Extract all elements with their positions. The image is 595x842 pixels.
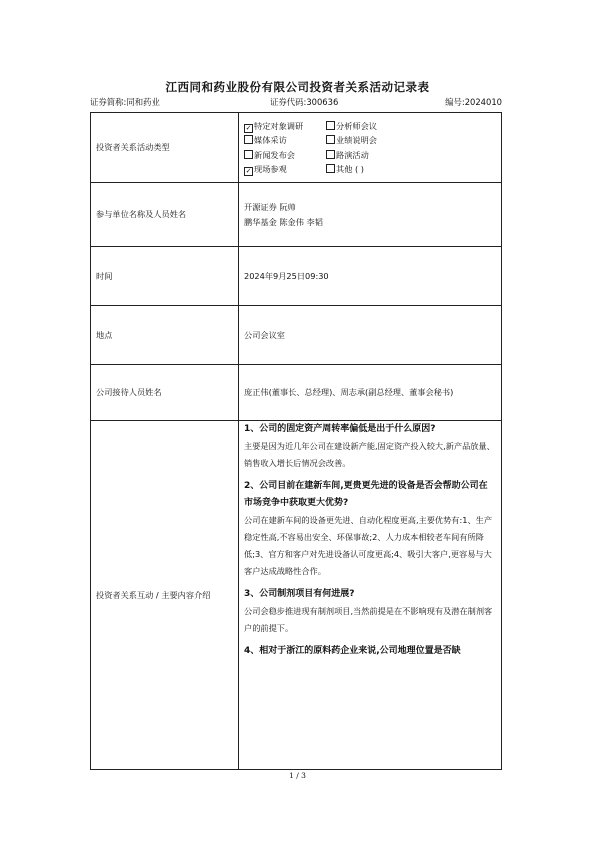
participants-value: 开源证券 阮帅 鹏华基金 陈金伟 李韬 (239, 183, 502, 247)
location-label: 地点 (91, 306, 239, 365)
time-label: 时间 (91, 247, 239, 306)
question: 4、相对于浙江的原料药企业来说,公司地理位置是否缺 (244, 646, 461, 656)
location-value: 公司会议室 (239, 306, 502, 365)
option-item: 分析师会议 (326, 119, 416, 134)
content-qa (239, 421, 502, 770)
answer: 公司在建新车间的设备更先进、自动化程度更高,主要优势有:1、生产稳定性高,不容易出安全、环保事故;2、人力成本相较老车间有所降低;3、官方和客户对先进设备认可度更高;4、吸引大客户,更容易与大客户达成战略性合作。 (244, 515, 493, 576)
option-item: 业绩说明会 (326, 133, 416, 148)
reception-value: 庞正伟(董事长、总经理)、周志承(副总经理、董事会秘书) (239, 365, 502, 421)
option-item: 新闻发布会 (244, 148, 326, 163)
document-meta (90, 96, 502, 110)
stock-short-name: 证券简称:同和药业 (90, 97, 160, 107)
checkbox-icon (244, 135, 253, 144)
row-reception (91, 365, 502, 421)
document-title: 江西同和药业股份有限公司投资者关系活动记录表 (165, 80, 430, 94)
checkbox-icon (326, 121, 335, 130)
activity-type-label: 投资者关系活动类型 (91, 113, 239, 183)
content-label: 投资者关系互动 / 主要内容介绍 (91, 421, 239, 770)
option-item: 媒体采访 (244, 133, 326, 148)
page-number: 1 / 3 (289, 771, 306, 780)
option-item: 路演活动 (326, 148, 416, 163)
checkbox-icon (326, 135, 335, 144)
answer: 公司会稳步推进现有制剂项目,当然前提是在不影响现有及潜在制剂客户的前提下。 (244, 606, 493, 633)
question: 1、公司的固定资产周转率偏低是出于什么原因? (244, 424, 436, 434)
time-value: 2024年9月25日09:30 (239, 247, 502, 306)
record-number: 编号:2024010 (445, 97, 502, 107)
option-item: ✓ 现场参观 (245, 164, 287, 175)
answer: 主要是因为近几年公司在建设新产能,固定资产投入较大,新产品放量、销售收入增长后情况会改善。 (244, 441, 495, 468)
participants-label: 参与单位名称及人员姓名 (91, 183, 239, 247)
stock-code: 证券代码:300636 (270, 97, 339, 107)
reception-label: 公司接待人员姓名 (91, 365, 239, 421)
checkbox-icon: ✓ (245, 167, 252, 175)
row-participants (91, 183, 502, 247)
checkbox-icon (326, 164, 335, 173)
checkbox-icon (244, 150, 253, 159)
checkbox-icon (326, 150, 335, 159)
question: 3、公司制剂项目有何进展? (244, 589, 355, 599)
row-time (91, 247, 502, 306)
question: 2、公司目前在建新车间,更贵更先进的设备是否会帮助公司在市场竞争中获取更大优势? (244, 481, 488, 508)
option-item: 其他 ( ) (326, 162, 416, 177)
row-location (91, 306, 502, 365)
investor-relations-table (90, 112, 502, 770)
checkbox-icon: ✓ (245, 123, 252, 132)
row-activity-type (91, 113, 502, 183)
option-item: ✓ 特定对象调研 (245, 120, 304, 132)
activity-type-options (239, 113, 502, 183)
row-content (91, 421, 502, 770)
